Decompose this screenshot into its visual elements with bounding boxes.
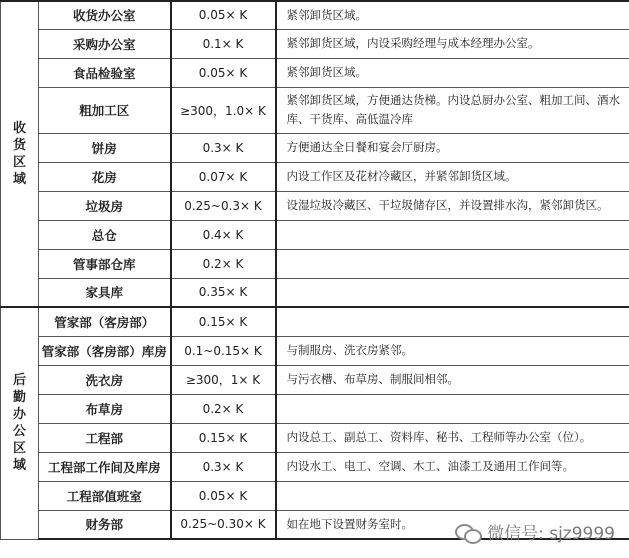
room-name: 财务部	[39, 510, 171, 539]
area-formula: 0.2× K	[171, 249, 276, 278]
room-name: 垃圾房	[39, 191, 171, 220]
table-row	[1, 191, 629, 220]
room-note: 紧邻卸货区域。	[276, 1, 629, 29]
area-formula: 0.15× K	[171, 423, 276, 452]
room-name: 食品检验室	[39, 58, 171, 87]
room-note: 紧邻卸货区域。	[276, 58, 629, 87]
room-name: 布草房	[39, 394, 171, 423]
room-name: 管家部（客房部）	[39, 307, 171, 336]
table-row	[1, 249, 629, 278]
room-note: 内设水工、电工、空调、木工、油漆工及通用工作间等。	[276, 452, 629, 481]
area-formula: 0.05× K	[171, 58, 276, 87]
room-name: 工程部	[39, 423, 171, 452]
room-name: 花房	[39, 162, 171, 191]
area-formula: 0.3× K	[171, 133, 276, 162]
room-note: 如在地下设置财务室时。	[276, 510, 629, 539]
area-formula: 0.25~0.3× K	[171, 191, 276, 220]
area-formula: 0.07× K	[171, 162, 276, 191]
room-note	[276, 394, 629, 423]
area-formula: 0.15× K	[171, 307, 276, 336]
room-note	[276, 249, 629, 278]
room-note: 内设工作区及花材冷藏区，并紧邻卸货区域。	[276, 162, 629, 191]
room-name: 饼房	[39, 133, 171, 162]
table-row	[1, 29, 629, 58]
table-row	[1, 1, 629, 29]
room-note	[276, 278, 629, 307]
table-row	[1, 336, 629, 365]
area-formula: 0.05× K	[171, 481, 276, 510]
room-note: 内设总工、副总工、资料库、秘书、工程师等办公室（位）。	[276, 423, 629, 452]
room-name: 采购办公室	[39, 29, 171, 58]
zone-label-receiving: 收货区域	[1, 1, 39, 307]
room-name: 收货办公室	[39, 1, 171, 29]
room-note: 紧邻卸货区域，方便通达货梯。内设总厨办公室、粗加工间、酒水库、干货库、高低温冷库	[276, 87, 629, 133]
room-name: 管事部仓库	[39, 249, 171, 278]
area-formula: ≥300，1.0× K	[171, 87, 276, 133]
watermark-text: 微信号: sjz9999	[487, 524, 615, 544]
room-note: 与污衣槽、布草房、制服间相邻。	[276, 365, 629, 394]
area-formula: 0.1× K	[171, 29, 276, 58]
area-formula: 0.2× K	[171, 394, 276, 423]
table-row	[1, 307, 629, 336]
room-note: 方便通达全日餐和宴会厅厨房。	[276, 133, 629, 162]
room-note: 设湿垃圾冷藏区、干垃圾储存区，并设置排水沟，紧邻卸货区。	[276, 191, 629, 220]
area-formula: 0.4× K	[171, 220, 276, 249]
table-row	[1, 365, 629, 394]
room-note: 与制服房、洗衣房紧邻。	[276, 336, 629, 365]
table-row	[1, 133, 629, 162]
room-note	[276, 307, 629, 336]
room-name: 家具库	[39, 278, 171, 307]
room-note	[276, 220, 629, 249]
table-row	[1, 452, 629, 481]
room-name: 工程部值班室	[39, 481, 171, 510]
wechat-watermark	[455, 519, 615, 544]
room-name: 粗加工区	[39, 87, 171, 133]
area-formula: 0.25~0.30× K	[171, 510, 276, 539]
room-note	[276, 481, 629, 510]
table-row	[1, 58, 629, 87]
area-formula: 0.3× K	[171, 452, 276, 481]
area-formula: 0.35× K	[171, 278, 276, 307]
table-row	[1, 394, 629, 423]
room-name: 总仓	[39, 220, 171, 249]
zone-label-back-office: 后勤办公区域	[1, 307, 39, 539]
room-name: 洗衣房	[39, 365, 171, 394]
area-formula: 0.1~0.15× K	[171, 336, 276, 365]
table-row	[1, 481, 629, 510]
room-name: 管家部（客房部）库房	[39, 336, 171, 365]
wechat-icon	[455, 522, 481, 542]
table-row	[1, 278, 629, 307]
area-formula: 0.05× K	[171, 1, 276, 29]
table-row	[1, 220, 629, 249]
room-name: 工程部工作间及库房	[39, 452, 171, 481]
room-note: 紧邻卸货区域，内设采购经理与成本经理办公室。	[276, 29, 629, 58]
table-row	[1, 423, 629, 452]
table-row	[1, 87, 629, 133]
area-formula: ≥300，1× K	[171, 365, 276, 394]
table-row	[1, 162, 629, 191]
